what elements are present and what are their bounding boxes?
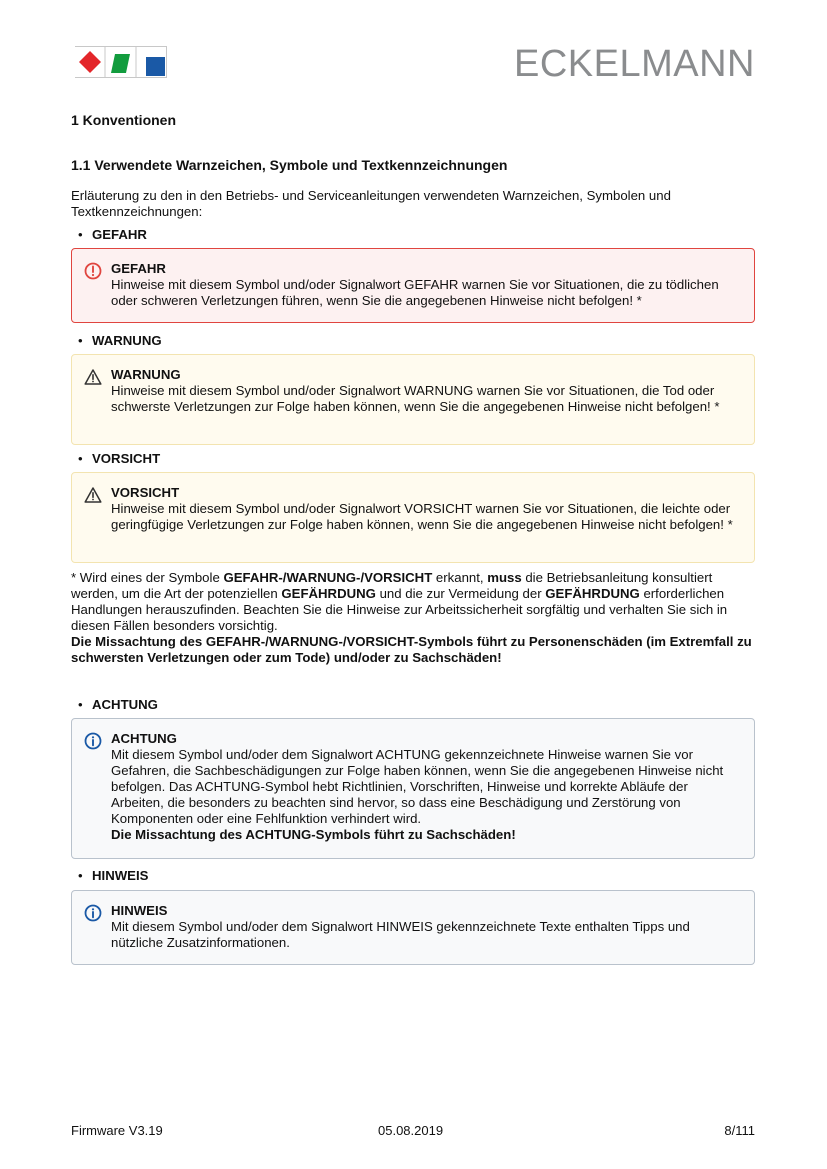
exclamation-circle-icon bbox=[84, 262, 102, 280]
achtung-title: ACHTUNG bbox=[111, 731, 177, 746]
gefahr-title: GEFAHR bbox=[111, 261, 166, 276]
warnung-title: WARNUNG bbox=[111, 367, 181, 382]
symbol-note-paragraph: * Wird eines der Symbole GEFAHR-/WARNUNG-/VORSICHT erkannt, muss die Betriebsanleitung konsultiert werden, um die Art der potenziellen GEFÄHRDUNG und die zur Vermeidung der GEFÄHRDUNG erforderlichen Handlungen herauszufinden. Beachten Sie die Hinweise zur Arbeitssicherheit sorgfältig und verhalten Sie sich in diesen Fällen besonders vorsichtig. Die Missachtung des GEFAHR-/WARNUNG-/VORSICHT-Symbols führt zu Personenschäden (im Extremfall zu schwersten Verletzungen oder zum Tode) und/oder zu Sachschäden! bbox=[71, 570, 755, 666]
bullet-gefahr: • GEFAHR bbox=[78, 227, 147, 242]
gefahr-box bbox=[71, 248, 755, 323]
bullet-warnung: • WARNUNG bbox=[78, 333, 162, 348]
intro-paragraph: Erläuterung zu den in den Betriebs- und Serviceanleitungen verwendeten Warnzeichen, Symbolen und Textkennzeichnungen: bbox=[71, 188, 671, 219]
vorsicht-title: VORSICHT bbox=[111, 485, 180, 500]
bullet-warnung-label: WARNUNG bbox=[92, 333, 162, 348]
info-circle-icon bbox=[84, 904, 102, 922]
warning-triangle-icon bbox=[84, 486, 102, 504]
bullet-achtung: • ACHTUNG bbox=[78, 697, 158, 712]
achtung-box bbox=[71, 718, 755, 859]
bullet-vorsicht-label: VORSICHT bbox=[92, 451, 161, 466]
bullet-achtung-label: ACHTUNG bbox=[92, 697, 158, 712]
missachtung-warning: Die Missachtung des GEFAHR-/WARNUNG-/VORSICHT-Symbols führt zu Personenschäden (im Extremfall zu schwersten Verletzungen oder zum Tode) und/oder zu Sachschäden! bbox=[71, 634, 752, 665]
vorsicht-box bbox=[71, 472, 755, 563]
hinweis-text: Mit diesem Symbol und/oder dem Signalwort HINWEIS gekennzeichnete Texte enthalten Tipps und nützliche Zusatzinformationen. bbox=[111, 919, 690, 950]
footer-date: 05.08.2019 bbox=[378, 1123, 444, 1138]
hinweis-title: HINWEIS bbox=[111, 903, 168, 918]
bullet-hinweis: • HINWEIS bbox=[78, 868, 149, 883]
subsection-heading: 1.1 Verwendete Warnzeichen, Symbole und Textkennzeichnungen bbox=[71, 157, 508, 173]
brand-wordmark: ECKELMANN bbox=[514, 43, 755, 85]
footer-page-number: 8/111 bbox=[724, 1123, 755, 1138]
warning-triangle-icon bbox=[84, 368, 102, 386]
vorsicht-text: Hinweise mit diesem Symbol und/oder Signalwort VORSICHT warnen Sie vor Situationen, die leichte oder geringfügige Verletzungen zur Folge haben können, wenn Sie die angegebenen Hinweise nicht befolgen! * bbox=[111, 501, 733, 532]
warnung-box bbox=[71, 354, 755, 445]
achtung-text: Mit diesem Symbol und/oder dem Signalwort ACHTUNG gekennzeichnete Hinweise warnen Sie vor Gefahren, die Sachbeschädigungen zur Folge haben können, wenn Sie die angegebenen Hinweise nicht befolgen. Das ACHTUNG-Symbol hebt Richtlinien, Vorschriften, Hinweise und korrekte Abläufe der Arbeiten, die besonders zu beachten sind hervor, so dass eine Beschädigung und Zerstörung von Komponenten oder eine Fehlfunktion verhindert wird. bbox=[111, 747, 724, 826]
hinweis-box bbox=[71, 890, 755, 965]
footer-firmware-version: Firmware V3.19 bbox=[71, 1123, 163, 1138]
bullet-gefahr-label: GEFAHR bbox=[92, 227, 147, 242]
warnung-text: Hinweise mit diesem Symbol und/oder Signalwort WARNUNG warnen Sie vor Situationen, die Tod oder schwerste Verletzungen zur Folge haben können, wenn Sie die angegebenen Hinweise nicht befolgen! * bbox=[111, 383, 720, 414]
bullet-hinweis-label: HINWEIS bbox=[92, 868, 149, 883]
eckelmann-logo bbox=[75, 46, 167, 78]
gefahr-text: Hinweise mit diesem Symbol und/oder Signalwort GEFAHR warnen Sie vor Situationen, die zu tödlichen oder schweren Verletzungen führen, wenn Sie die angegebenen Hinweise nicht befolgen! * bbox=[111, 277, 719, 308]
info-circle-icon bbox=[84, 732, 102, 750]
section-heading: 1 Konventionen bbox=[71, 112, 177, 128]
achtung-consequence: Die Missachtung des ACHTUNG-Symbols führt zu Sachschäden! bbox=[111, 827, 516, 842]
bullet-vorsicht: • VORSICHT bbox=[78, 451, 161, 466]
